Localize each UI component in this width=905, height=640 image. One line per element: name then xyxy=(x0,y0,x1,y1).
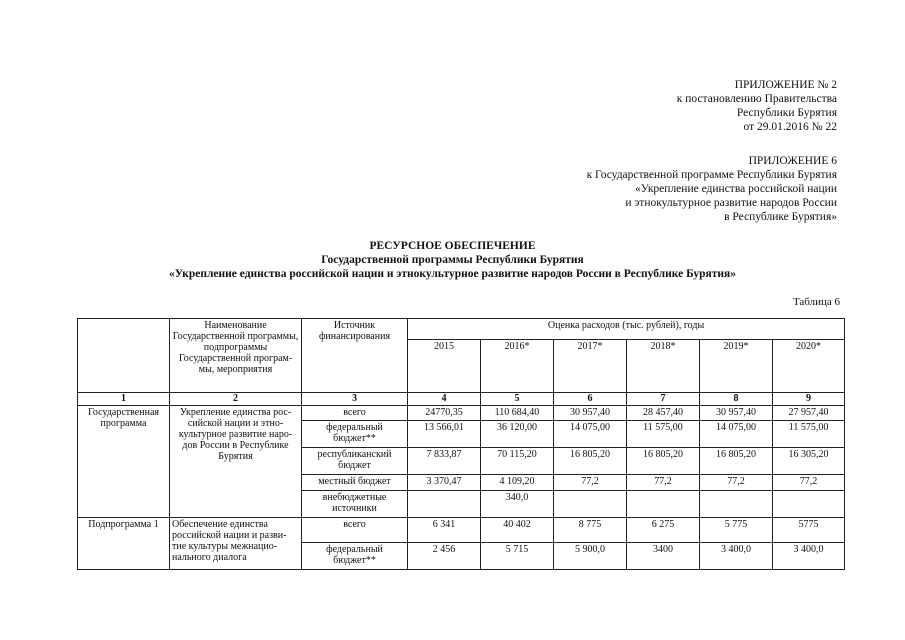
appendix-6-line: «Укрепление единства российской нации xyxy=(634,183,837,195)
subprogram-kind: Подпрограмма 1 xyxy=(78,517,170,569)
value-cell: 3 400,0 xyxy=(773,542,845,569)
source-cell: всего xyxy=(302,517,408,542)
source-cell: всего xyxy=(302,406,408,421)
resource-table xyxy=(77,318,845,570)
source-cell: местный бюджет xyxy=(302,475,408,490)
index-cell: 6 xyxy=(554,393,627,406)
value-cell: 70 115,20 xyxy=(481,448,554,475)
index-cell: 3 xyxy=(302,393,408,406)
index-cell: 9 xyxy=(773,393,845,406)
value-cell: 16 805,20 xyxy=(554,448,627,475)
appendix-6-line: к Государственной программе Республики Бурятия xyxy=(586,169,837,181)
index-cell: 8 xyxy=(700,393,773,406)
value-cell: 16 805,20 xyxy=(627,448,700,475)
value-cell: 14 075,00 xyxy=(554,421,627,448)
value-cell: 28 457,40 xyxy=(627,406,700,421)
header-year: 2015 xyxy=(408,340,481,393)
table-row xyxy=(78,406,845,421)
index-cell: 1 xyxy=(78,393,170,406)
appendix-2-date: от 29.01.2016 № 22 xyxy=(743,121,837,133)
value-cell: 5775 xyxy=(773,517,845,542)
header-row xyxy=(78,319,845,340)
value-cell: 3 370,47 xyxy=(408,475,481,490)
appendix-6-title: ПРИЛОЖЕНИЕ 6 xyxy=(748,155,837,167)
appendix-2-title: ПРИЛОЖЕНИЕ № 2 xyxy=(734,79,837,91)
header-year: 2016* xyxy=(481,340,554,393)
index-row xyxy=(78,393,845,406)
value-cell: 5 775 xyxy=(700,517,773,542)
value-cell: 24770,35 xyxy=(408,406,481,421)
title-line: РЕСУРСНОЕ ОБЕСПЕЧЕНИЕ xyxy=(369,240,536,252)
value-cell: 2 456 xyxy=(408,542,481,569)
header-year: 2019* xyxy=(700,340,773,393)
value-cell: 6 275 xyxy=(627,517,700,542)
index-cell: 2 xyxy=(170,393,302,406)
table-label: Таблица 6 xyxy=(792,296,840,308)
value-cell: 27 957,40 xyxy=(773,406,845,421)
source-cell: внебюджетные источники xyxy=(302,490,408,517)
appendix-2-block xyxy=(677,78,837,134)
appendix-6-line: и этнокультурное развитие народов России xyxy=(625,197,837,209)
header-name: Наименование Государственной программы, подпрограммы Государственной програм-мы, мероприятия xyxy=(170,319,302,393)
value-cell: 77,2 xyxy=(773,475,845,490)
value-cell: 36 120,00 xyxy=(481,421,554,448)
value-cell: 40 402 xyxy=(481,517,554,542)
value-cell: 340,0 xyxy=(481,490,554,517)
value-cell xyxy=(773,490,845,517)
value-cell: 110 684,40 xyxy=(481,406,554,421)
value-cell: 5 900,0 xyxy=(554,542,627,569)
title-line: Государственной программы Республики Бурятия xyxy=(321,254,584,266)
header-year: 2018* xyxy=(627,340,700,393)
value-cell xyxy=(554,490,627,517)
value-cell xyxy=(627,490,700,517)
value-cell: 5 715 xyxy=(481,542,554,569)
value-cell: 8 775 xyxy=(554,517,627,542)
value-cell: 16 305,20 xyxy=(773,448,845,475)
index-cell: 7 xyxy=(627,393,700,406)
header-year: 2017* xyxy=(554,340,627,393)
value-cell: 3400 xyxy=(627,542,700,569)
source-cell: республиканский бюджет xyxy=(302,448,408,475)
value-cell: 16 805,20 xyxy=(700,448,773,475)
value-cell: 7 833,87 xyxy=(408,448,481,475)
program-name: Укрепление единства рос-сийской нации и этно-культурное развитие наро-дов России в Республике Бурятия xyxy=(170,406,302,518)
value-cell: 14 075,00 xyxy=(700,421,773,448)
appendix-6-block xyxy=(587,154,837,224)
value-cell xyxy=(408,490,481,517)
value-cell: 11 575,00 xyxy=(773,421,845,448)
value-cell: 77,2 xyxy=(700,475,773,490)
subprogram-name: Обеспечение единства российской нации и разви-тие культуры межнацио-нального диалога xyxy=(170,517,302,569)
value-cell: 11 575,00 xyxy=(627,421,700,448)
title-line: «Укрепление единства российской нации и этнокультурное развитие народов России в Республике Бурятия» xyxy=(168,268,737,280)
header-estimate: Оценка расходов (тыс. рублей), годы xyxy=(408,319,845,340)
value-cell: 4 109,20 xyxy=(481,475,554,490)
value-cell: 77,2 xyxy=(627,475,700,490)
header-cell-empty xyxy=(78,319,170,393)
source-cell: федеральный бюджет** xyxy=(302,421,408,448)
document-title xyxy=(0,239,905,281)
table-row xyxy=(78,517,845,542)
appendix-2-line: к постановлению Правительства xyxy=(676,93,837,105)
value-cell: 3 400,0 xyxy=(700,542,773,569)
index-cell: 5 xyxy=(481,393,554,406)
appendix-2-line: Республики Бурятия xyxy=(736,107,837,119)
value-cell: 13 566,01 xyxy=(408,421,481,448)
program-kind: Государственная программа xyxy=(78,406,170,518)
appendix-6-line: в Республике Бурятия» xyxy=(724,211,837,223)
value-cell: 30 957,40 xyxy=(554,406,627,421)
value-cell: 77,2 xyxy=(554,475,627,490)
value-cell xyxy=(700,490,773,517)
index-cell: 4 xyxy=(408,393,481,406)
source-cell: федеральный бюджет** xyxy=(302,542,408,569)
header-source: Источник финансирования xyxy=(302,319,408,393)
header-year: 2020* xyxy=(773,340,845,393)
value-cell: 6 341 xyxy=(408,517,481,542)
value-cell: 30 957,40 xyxy=(700,406,773,421)
